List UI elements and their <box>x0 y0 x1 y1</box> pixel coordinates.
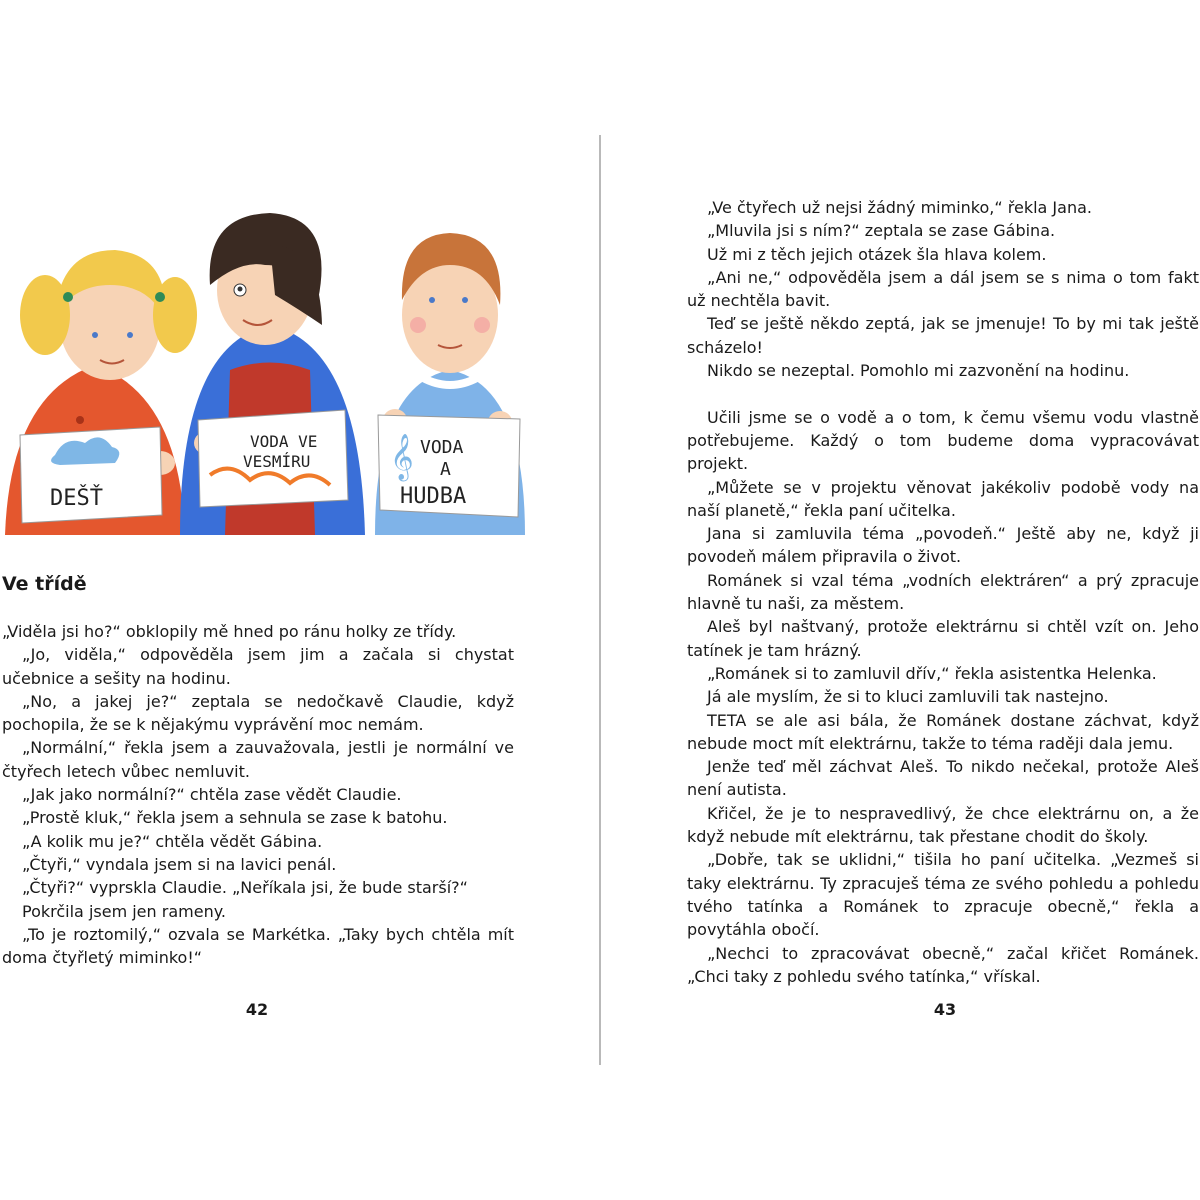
paragraph: Už mi z těch jejich otázek šla hlava kolem. <box>707 244 1047 264</box>
sign-water-music-line3: HUDBA <box>400 484 467 509</box>
paragraph: „A kolik mu je?“ chtěla vědět Gábina. <box>22 831 323 851</box>
sign-water-space-line1: VODA VE <box>250 432 318 451</box>
paragraph: „Dobře, tak se uklidni,“ tišila ho paní učitelka. „Vezmeš si taky elektrárnu. Ty zpracuješ téma ze svého pohledu a pohledu tvého tatínka a Románek to zpracuje obecně,“ řekla a povytáhla obočí. <box>687 850 1199 940</box>
sign-water-space-line2: VESMÍRU <box>243 452 311 471</box>
right-page <box>602 0 1200 1200</box>
paragraph: „Prostě kluk,“ řekla jsem a sehnula se zase k batohu. <box>22 808 448 828</box>
right-page-text <box>687 196 1199 988</box>
paragraph: Já ale myslím, že si to kluci zamluvili tak nastejno. <box>707 687 1109 707</box>
paragraph: Teď se ještě někdo zeptá, jak se jmenuje! To by mi tak ještě scházelo! <box>687 314 1199 357</box>
left-page-text <box>2 620 514 969</box>
paragraph: „Nechci to zpracovávat obecně,“ začal křičet Románek. „Chci taky z pohledu svého tatínka,“ vřískal. <box>687 943 1199 986</box>
paragraph: Nikdo se nezeptal. Pomohlo mi zazvonění na hodinu. <box>707 361 1130 381</box>
paragraph: Jenže teď měl záchvat Aleš. To nikdo nečekal, protože Aleš není autista. <box>687 757 1199 800</box>
paragraph: „Jo, viděla,“ odpověděla jsem jim a začala si chystat učebnice a sešity na hodinu. <box>2 645 514 688</box>
three-children-holding-signs-illustration <box>0 205 530 550</box>
paragraph: „Čtyři,“ vyndala jsem si na lavici penál. <box>22 854 337 874</box>
paragraph: „Viděla jsi ho?“ obklopily mě hned po ránu holky ze třídy. <box>2 622 457 641</box>
paragraph: „Románek si to zamluvil dřív,“ řekla asistentka Helenka. <box>707 663 1157 683</box>
chapter-title: Ve třídě <box>2 573 87 595</box>
paragraph: „Můžete se v projektu věnovat jakékoliv podobě vody na naší planetě,“ řekla paní učitelka. <box>687 477 1199 520</box>
sign-rain-text: DEŠŤ <box>50 486 103 511</box>
paragraph: Jana si zamluvila téma „povodeň.“ Ještě aby ne, když ji povodeň málem připravila o život. <box>687 524 1199 567</box>
page-number: 42 <box>245 1000 269 1019</box>
paragraph: „Čtyři?“ vyprskla Claudie. „Neříkala jsi, že bude starší?“ <box>22 878 468 898</box>
paragraph: Románek si vzal téma „vodních elektráren“ a prý zpracuje hlavně tu naši, za městem. <box>687 570 1199 614</box>
paragraph: Křičel, že je to nespravedlivý, že chce elektrárnu on, a že když nebude mít elektrárnu, tak přestane chodit do školy. <box>687 803 1199 847</box>
left-page <box>0 0 598 1200</box>
sign-water-music-line1: VODA <box>420 437 464 458</box>
treble-clef-icon: 𝄞 <box>390 434 414 480</box>
paragraph: Pokrčila jsem jen rameny. <box>22 901 226 921</box>
page-divider <box>599 135 601 1065</box>
page-number: 43 <box>933 1000 957 1019</box>
sign-water-music <box>378 415 520 517</box>
paragraph: Aleš byl naštvaný, protože elektrárnu si chtěl vzít on. Jeho tatínek je tam hrázný. <box>687 617 1199 660</box>
paragraph: „Normální,“ řekla jsem a zauvažovala, jestli je normální ve čtyřech letech vůbec nemluvit. <box>2 738 514 781</box>
sign-rain <box>20 427 162 523</box>
paragraph: Učili jsme se o vodě a o tom, k čemu všemu vodu vlastně potřebujeme. Každý o tom budeme doma vypracovávat projekt. <box>687 407 1199 474</box>
paragraph: „No, a jakej je?“ zeptala se nedočkavě Claudie, když pochopila, že se k nějakýmu vyprávění moc nemám. <box>2 691 514 735</box>
paragraph: „Jak jako normální?“ chtěla zase vědět Claudie. <box>22 785 402 805</box>
paragraph: „To je roztomilý,“ ozvala se Markétka. „Taky bych chtěla mít doma čtyřletý miminko!“ <box>2 924 514 968</box>
paragraph: „Ve čtyřech už nejsi žádný miminko,“ řekla Jana. <box>707 198 1092 217</box>
paragraph: „Mluvila jsi s ním?“ zeptala se zase Gábina. <box>707 221 1056 241</box>
paragraph: „Ani ne,“ odpověděla jsem a dál jsem se s nima o tom fakt už nechtěla bavit. <box>687 267 1199 311</box>
paragraph: TETA se ale asi bála, že Románek dostane záchvat, když nebude moct mít elektrárnu, takže to téma raději dala jemu. <box>687 710 1199 753</box>
sign-water-music-line2: A <box>440 459 451 480</box>
sign-water-space <box>198 410 348 507</box>
